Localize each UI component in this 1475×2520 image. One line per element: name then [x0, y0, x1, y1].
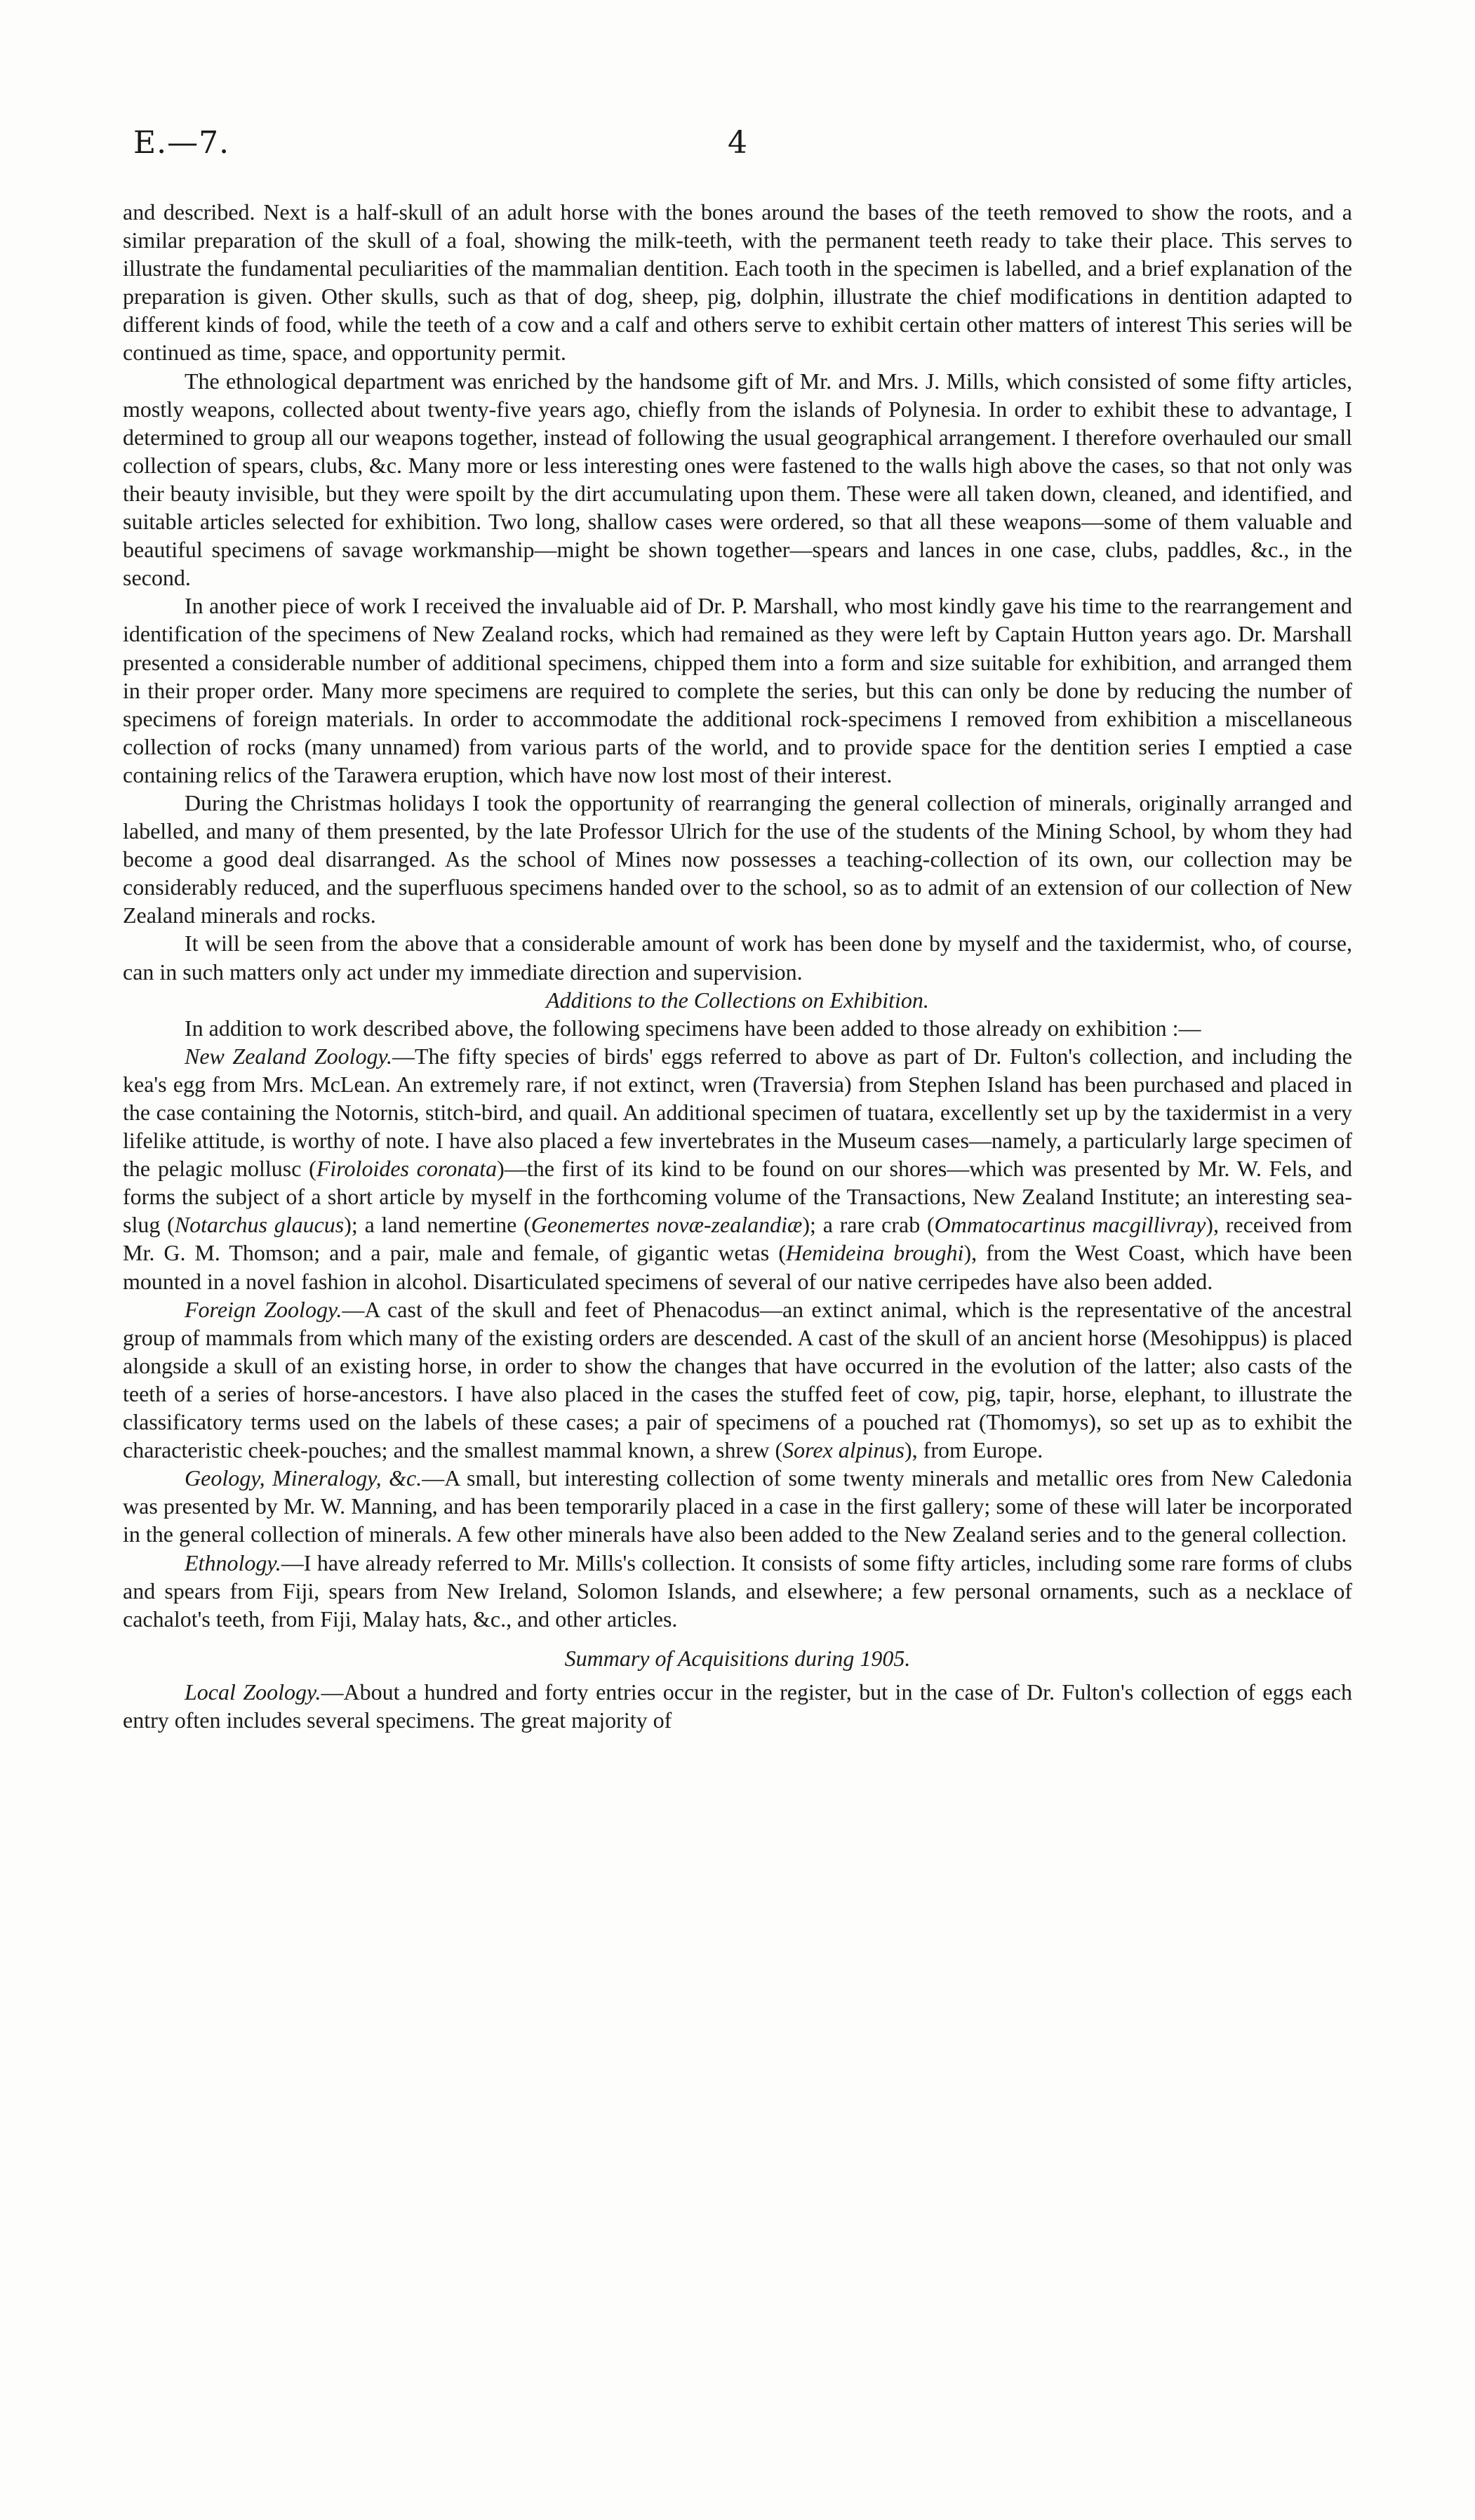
text-run: ); a land nemertine ( [344, 1212, 531, 1238]
species-name: Sorex alpinus [782, 1437, 905, 1463]
paragraph-rocks: In another piece of work I received the invaluable aid of Dr. P. Marshall, who most kindly gave his time to the rearrangement and identification of the specimens of New Zealand rocks, which had remained as they were left by Captain Hutton years ago. Dr. Marshall presented a considerable number of additional specimens, chipped them into a form and size suitable for exhibition, and arranged them in their proper order. Many more specimens are required to complete the series, but this can only be done by reducing the number of specimens of foreign materials. In order to accommodate the additional rock-specimens I removed from exhibition a miscellaneous collection of rocks (many unnamed) from various parts of the world, and to provide space for the dentition series I emptied a case containing relics of the Tarawera eruption, which have now lost most of their interest. [123, 593, 1352, 787]
paragraph-continuation: and described. Next is a half-skull of an adult horse with the bones around the bases of the teeth removed to show the roots, and a similar preparation of the skull of a foal, showing the milk-teeth, with the permanent teeth ready to take their place. This serves to illustrate the fundamental peculiarities of the mammalian dentition. Each tooth in the specimen is labelled, and a brief explanation of the preparation is given. Other skulls, such as that of dog, sheep, pig, dolphin, illustrate the chief modifications in dentition adapted to different kinds of food, while the teeth of a cow and a calf and others serve to exhibit certain other matters of interest This series will be continued as time, space, and opportunity permit. [123, 199, 1352, 366]
species-name: Ommatocartinus macgillivray [934, 1212, 1206, 1238]
run-in-heading-nz-zoology: New Zealand Zoology. [185, 1043, 392, 1069]
paragraph-additions-intro: In addition to work described above, the following specimens have been added to those already on exhibition :— [185, 1015, 1201, 1041]
paragraph-ethnology: The ethnological department was enriched by the handsome gift of Mr. and Mrs. J. Mills, which consisted of some fifty articles, mostly weapons, collected about twenty-five years ago, chiefly from the islands of Polynesia. In order to exhibit these to advantage, I determined to group all our weapons together, instead of following the usual geographical arrangement. I therefore overhauled our small collection of spears, clubs, &c. Many more or less interesting ones were fastened to the walls high above the cases, so that not only was their beauty invisible, but they were spoilt by the dirt accumulating upon them. These were all taken down, cleaned, and identified, and suitable articles selected for exhibition. Two long, shallow cases were ordered, so that all these weapons—some of them valuable and beautiful specimens of savage workmanship—might be shown together—spears and lances in one case, clubs, paddles, &c., in the second. [123, 368, 1352, 591]
species-name: Firoloides coronata [316, 1156, 498, 1182]
species-name: Notarchus glaucus [174, 1212, 345, 1238]
run-in-heading-foreign-zoology: Foreign Zoology. [185, 1296, 342, 1322]
paragraph-minerals: During the Christmas holidays I took the opportunity of rearranging the general collection of minerals, originally arranged and labelled, and many of them presented, by the late Professor Ulrich for the use of the students of the Mining School, by whom they had become a good deal disarranged. As the school of Mines now possesses a teaching-collection of its own, our collection may be considerably reduced, and the superfluous specimens handed over to the school, so as to admit of an extension of our collection of New Zealand minerals and rocks. [123, 789, 1352, 928]
paragraph-geology [123, 1464, 1352, 1548]
run-in-heading-local-zoology: Local Zoology. [185, 1679, 321, 1705]
paragraph-summary-of-work: It will be seen from the above that a considerable amount of work has been done by myself and the taxidermist, who, of course, can in such matters only act under my immediate direction and supervision. [123, 931, 1352, 985]
text-run: —A small, but interesting collection of some twenty minerals and metallic ores from New Caledonia was presented by Mr. W. Manning, and has been temporarily placed in a case in the first gallery; some of these will later be incorporated in the general collection of minerals. A few other minerals have also been added to the New Zealand series and to the general collection. [123, 1465, 1352, 1547]
species-name: Hemideina broughi [785, 1240, 964, 1266]
text-run: ), received from Mr. G. M. Thomson; and a pair, male and female, of gigantic wetas ( [123, 1212, 1353, 1266]
section-heading-additions: Additions to the Collections on Exhibition. [546, 987, 929, 1013]
page-number: 4 [728, 125, 747, 161]
page-header [133, 125, 1342, 167]
paragraph-nz-zoology [123, 1042, 1352, 1295]
text-run: —I have already referred to Mr. Mills's collection. It consists of some fifty articles, including some rare forms of clubs and spears from Fiji, spears from New Ireland, Solomon Islands, and elsewhere; a few personal ornaments, such as a necklace of cachalot's teeth, from Fiji, Malay hats, &c., and other articles. [123, 1549, 1352, 1632]
text-run: —About a hundred and forty entries occur in the register, but in the case of Dr. Fulton's collection of eggs each entry often includes several specimens. The great majority of [123, 1679, 1353, 1733]
paragraph-foreign-zoology [123, 1295, 1352, 1465]
paragraph-local-zoology [123, 1678, 1352, 1734]
run-in-heading-geology: Geology, Mineralogy, &c. [185, 1465, 422, 1491]
text-run: ), from the West Coast, which have been mounted in a novel fashion in alcohol. Disarticulated specimens of several of our native cerripedes have also been added. [123, 1240, 1353, 1294]
text-run: ); a rare crab ( [802, 1212, 935, 1238]
text-run: —The fifty species of birds' eggs referred to above as part of Dr. Fulton's collection, and including the kea's egg from Mrs. McLean. An extremely rare, if not extinct, wren (Traversia) from Stephen Island has been purchased and placed in the case containing the Notornis, stitch-bird, and quail. An additional specimen of tuatara, excellently set up by the taxidermist in a very lifelike attitude, is worthy of note. I have also placed a few invertebrates in the Museum cases—namely, a particularly large specimen of the pelagic mollusc ( [123, 1043, 1353, 1182]
section-heading-summary: Summary of Acquisitions during 1905. [564, 1645, 911, 1671]
text-run: ), from Europe. [905, 1437, 1043, 1463]
body-text [123, 198, 1352, 1734]
text-run: )—the first of its kind to be found on our shores—which was presented by Mr. W. Fels, and forms the subject of a short article by myself in the forthcoming volume of the Transactions, New Zealand Institute; an interesting sea-slug ( [123, 1156, 1353, 1238]
paragraph-ethnology-additions [123, 1549, 1352, 1633]
run-in-heading-ethnology: Ethnology. [185, 1549, 281, 1575]
species-name: Geonemertes novæ-zealandiæ [530, 1212, 803, 1238]
report-reference: E.—7. [133, 125, 230, 161]
text-run: —A cast of the skull and feet of Phenacodus—an extinct animal, which is the representative of the ancestral group of mammals from which many of the existing orders are descended. A cast of the skull of an ancient horse (Mesohippus) is placed alongside a skull of an existing horse, in order to show the changes that have occurred in the evolution of the latter; also casts of the teeth of a series of horse-ancestors. I have also placed in the cases the stuffed feet of cow, pig, tapir, horse, elephant, to illustrate the classificatory terms used on the labels of these cases; a pair of specimens of a pouched rat (Thomomys), so set up as to exhibit the characteristic cheek-pouches; and the smallest mammal known, a shrew ( [123, 1296, 1353, 1463]
